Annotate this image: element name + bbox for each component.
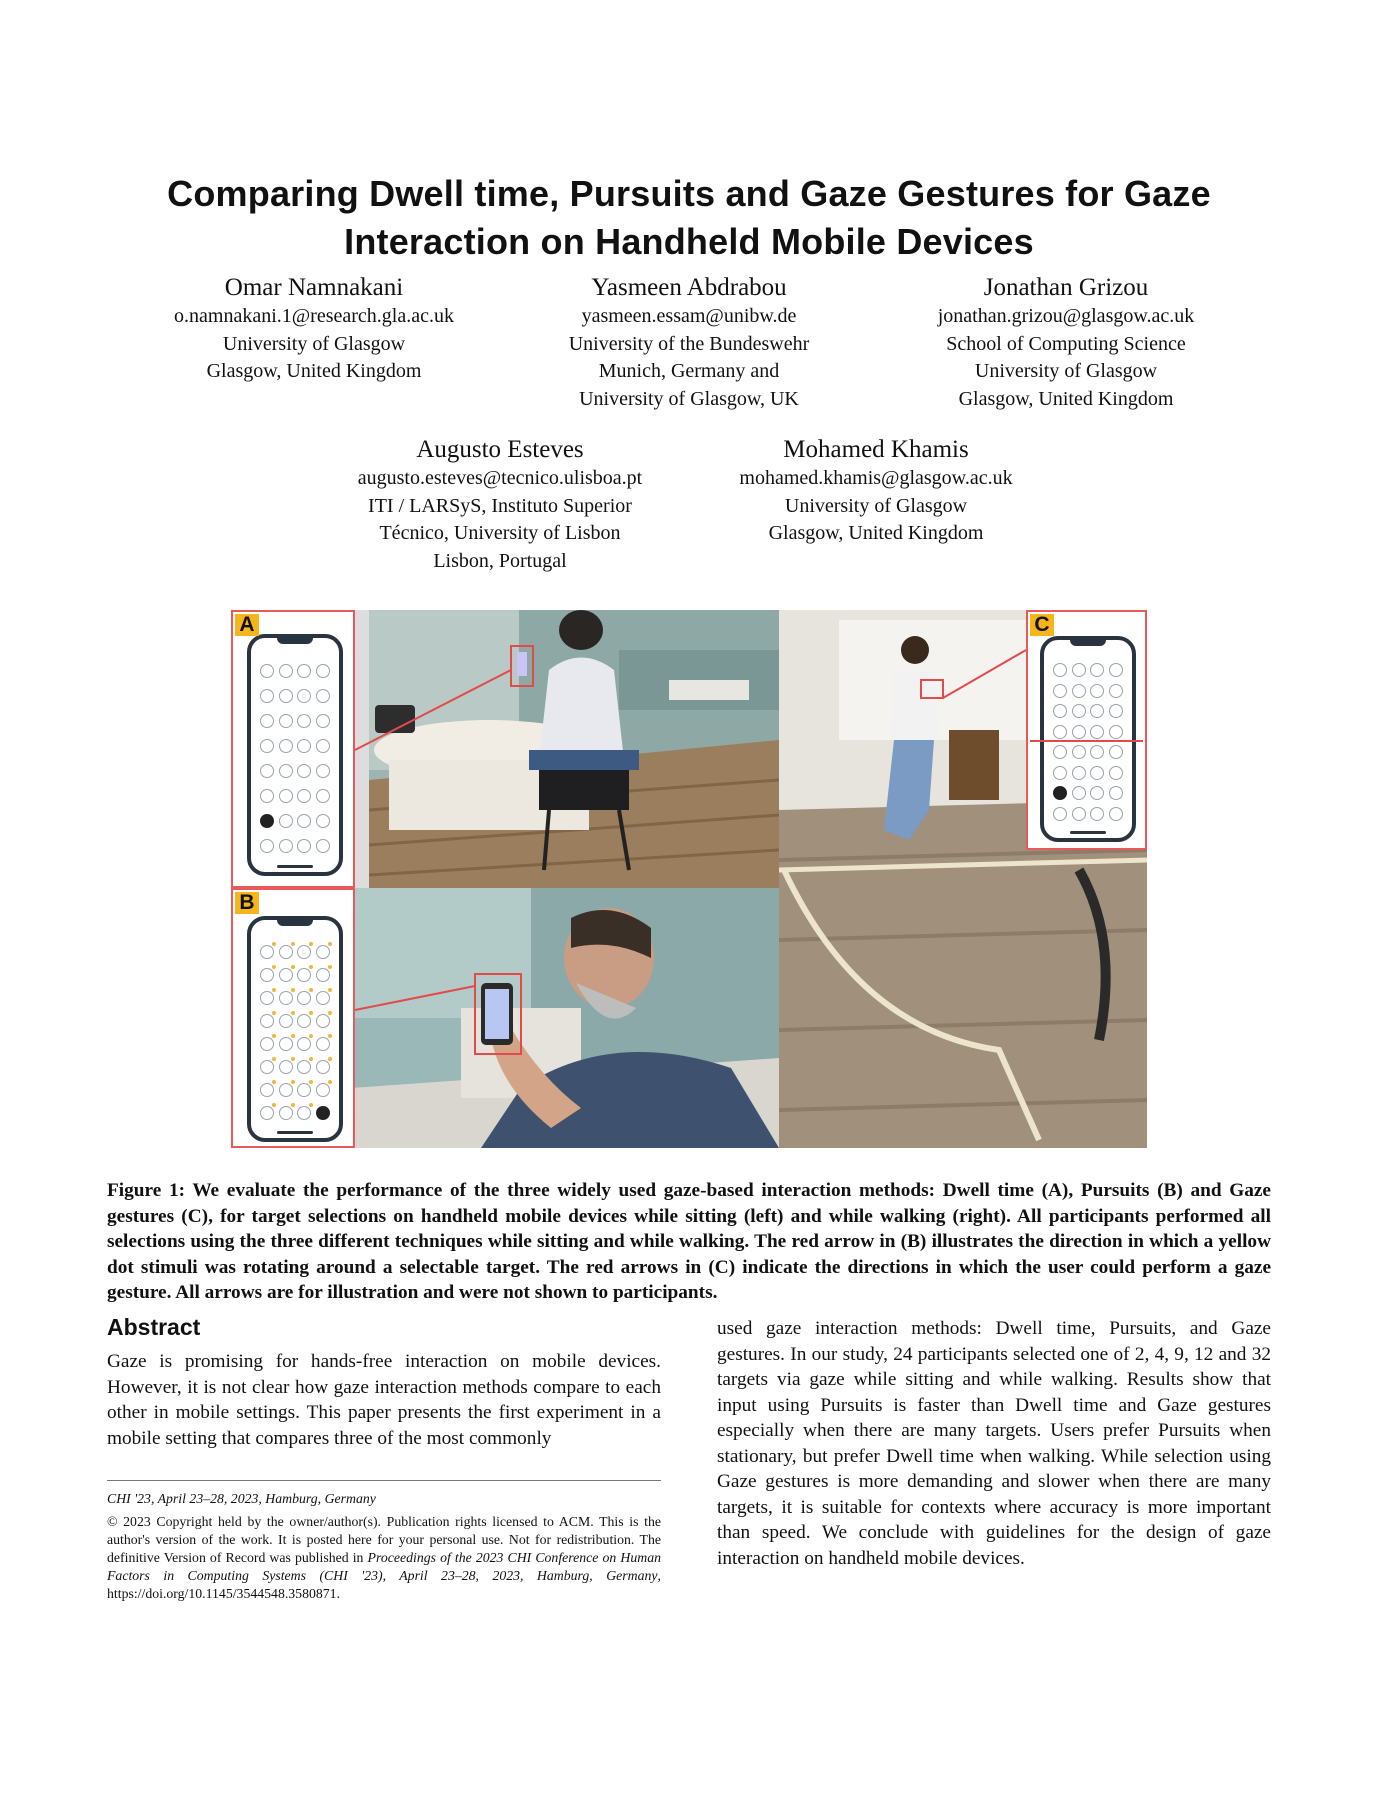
footnote-venue: CHI '23, April 23–28, 2023, Hamburg, Germany — [107, 1491, 376, 1506]
footnote-copyright-text: © 2023 Copyright held by the owner/author(s). Publication rights licensed to ACM. This is the author's version of the work. It is posted here for your personal use. Not for redistribution. The definitive Version of Record was published in — [107, 1514, 661, 1565]
figure-caption: Figure 1: We evaluate the performance of the three widely used gaze-based interaction methods: Dwell time (A), Pursuits (B) and Gaze gestures (C), for target selections on handheld mobile devices while sitting (left) and while walking (right). All participants performed all selections using the three different techniques while sitting and while walking. The red arrow in (B) illustrates the direction in which a yellow dot stimuli was rotating around a selectable target. The red arrows in (C) indicate the directions in which the user could perform a gaze gesture. All arrows are for illustration and were not shown to participants. — [107, 1180, 1271, 1304]
author-block-4 — [320, 434, 680, 575]
callout-lines — [231, 610, 1147, 1148]
title-line-2: Interaction on Handheld Mobile Devices — [344, 221, 1034, 262]
callout-line-b — [355, 986, 475, 1010]
panel-label-b: B — [235, 892, 259, 914]
author-affiliation: University of Glasgow, UK — [579, 387, 799, 410]
author-name: Jonathan Grizou — [983, 274, 1149, 301]
author-affiliation: Munich, Germany and — [598, 360, 780, 382]
footnote-copyright — [107, 1513, 661, 1603]
author-affiliation: University of Glasgow — [974, 360, 1158, 382]
callout-line-c — [943, 650, 1026, 698]
author-email: yasmeen.essam@unibw.de — [581, 305, 797, 327]
footnote-rule — [107, 1480, 661, 1481]
abstract-heading: Abstract — [107, 1314, 201, 1340]
panel-label-a: A — [235, 614, 259, 636]
figure-1 — [231, 610, 1147, 1148]
abstract-text-left: Gaze is promising for hands-free interaction on mobile devices. However, it is not clear how gaze interaction methods compare to each other in mobile settings. This paper presents the first experiment in a mobile setting that compares three of the most commonly — [107, 1351, 661, 1449]
panel-label-c: C — [1030, 614, 1054, 636]
author-location: Lisbon, Portugal — [433, 549, 567, 572]
author-location: Glasgow, United Kingdom — [206, 360, 422, 382]
author-block-3 — [886, 272, 1246, 413]
footnote — [107, 1490, 661, 1603]
author-location: Glasgow, United Kingdom — [768, 522, 984, 544]
title-line-1: Comparing Dwell time, Pursuits and Gaze Gestures for Gaze — [167, 173, 1211, 214]
author-location: Glasgow, United Kingdom — [958, 387, 1174, 410]
author-block-5 — [696, 434, 1056, 548]
author-email: augusto.esteves@tecnico.ulisboa.pt — [357, 467, 643, 489]
author-affiliation: Técnico, University of Lisbon — [379, 522, 621, 544]
abstract-text-right: used gaze interaction methods: Dwell time, Pursuits, and Gaze gestures. In our study, 24 participants selected one of 2, 4, 9, 12 and 32 targets via gaze while sitting and while walking. Results show that input using Pursuits is faster than Dwell time and Gaze gestures especially when there are many targets. Users prefer Pursuits when stationary, but prefer Dwell time when walking. While selection using Gaze gestures is more demanding and slower when there are many targets, it is suitable for contexts where accuracy is more important than speed. We conclude with guidelines for the design of gaze interaction on handheld mobile devices. — [717, 1318, 1271, 1569]
callout-line-a — [355, 670, 511, 750]
author-affiliation: University of Glasgow — [784, 494, 968, 517]
footnote-proceedings: Proceedings of the 2023 CHI Conference on Human Factors in Computing Systems (CHI '23), April 23–28, 2023, Hamburg, Germany — [107, 1550, 661, 1583]
author-name: Augusto Esteves — [416, 436, 584, 463]
footnote-doi: , https://doi.org/10.1145/3544548.3580871. — [107, 1568, 661, 1601]
author-affiliation: ITI / LARSyS, Instituto Superior — [368, 494, 632, 517]
author-email: mohamed.khamis@glasgow.ac.uk — [739, 467, 1013, 489]
author-affiliation: University of Glasgow — [222, 332, 406, 355]
author-email: o.namnakani.1@research.gla.ac.uk — [174, 305, 454, 327]
author-name: Mohamed Khamis — [783, 436, 969, 463]
author-block-1 — [134, 272, 494, 386]
author-affiliation: University of the Bundeswehr — [568, 332, 810, 355]
author-affiliation: School of Computing Science — [946, 332, 1186, 355]
author-name: Omar Namnakani — [224, 274, 404, 301]
author-name: Yasmeen Abdrabou — [591, 274, 787, 301]
paper-title — [100, 170, 1278, 266]
author-email: jonathan.grizou@glasgow.ac.uk — [937, 305, 1195, 327]
author-block-2 — [509, 272, 869, 413]
